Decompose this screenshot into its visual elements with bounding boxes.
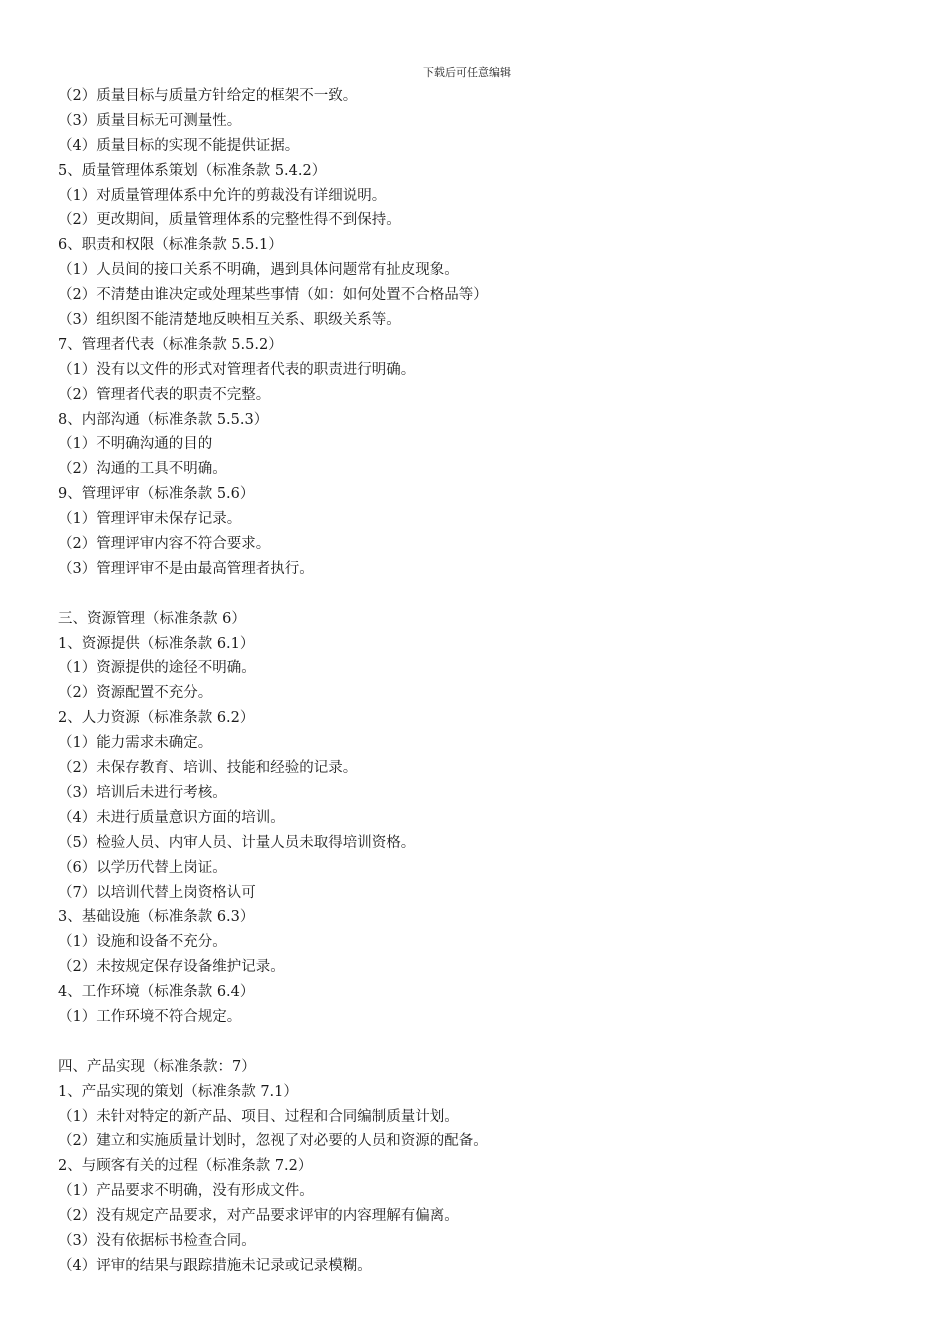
list-item: （2）未按规定保存设备维护记录。	[58, 959, 285, 976]
list-item: （2）建立和实施质量计划时，忽视了对必要的人员和资源的配备。	[58, 1133, 488, 1150]
section-heading: 四、产品实现（标准条款：7）	[58, 1058, 256, 1075]
list-item: （4）质量目标的实现不能提供证据。	[58, 137, 300, 154]
list-item: （2）沟通的工具不明确。	[58, 461, 227, 478]
blank-line	[58, 582, 918, 607]
page-header: 下载后可任意编辑	[423, 66, 511, 79]
section-heading: 9、管理评审（标准条款 5.6）	[58, 486, 255, 503]
list-item: （2）不清楚由谁决定或处理某些事情（如：如何处置不合格品等）	[58, 287, 488, 304]
list-item: （1）不明确沟通的目的	[58, 436, 213, 453]
list-item: （1）工作环境不符合规定。	[58, 1008, 242, 1025]
section-heading: 1、产品实现的策划（标准条款 7.1）	[58, 1083, 298, 1100]
list-item: （6）以学历代替上岗证。	[58, 859, 227, 876]
list-item: （1）未针对特定的新产品、项目、过程和合同编制质量计划。	[58, 1108, 459, 1125]
list-item: （1）设施和设备不充分。	[58, 934, 227, 951]
list-item: （2）管理者代表的职责不完整。	[58, 386, 271, 403]
list-item: （1）产品要求不明确，没有形成文件。	[58, 1183, 314, 1200]
list-item: （2）未保存教育、培训、技能和经验的记录。	[58, 760, 358, 777]
list-item: （3）没有依据标书检查合同。	[58, 1232, 256, 1249]
list-item: （2）管理评审内容不符合要求。	[58, 536, 271, 553]
list-item: （5）检验人员、内审人员、计量人员未取得培训资格。	[58, 834, 416, 851]
list-item: （4）评审的结果与跟踪措施未记录或记录模糊。	[58, 1257, 372, 1274]
list-item: （2）更改期间，质量管理体系的完整性得不到保持。	[58, 212, 401, 229]
section-heading: 4、工作环境（标准条款 6.4）	[58, 984, 255, 1001]
list-item: （3）质量目标无可测量性。	[58, 112, 242, 129]
list-item: （4）未进行质量意识方面的培训。	[58, 809, 285, 826]
blank-line	[58, 1030, 918, 1055]
section-heading: 1、资源提供（标准条款 6.1）	[58, 635, 255, 652]
list-item: （7）以培训代替上岗资格认可	[58, 884, 256, 901]
section-heading: 5、质量管理体系策划（标准条款 5.4.2）	[58, 162, 327, 179]
list-item: （1）没有以文件的形式对管理者代表的职责进行明确。	[58, 361, 416, 378]
section-heading: 7、管理者代表（标准条款 5.5.2）	[58, 336, 283, 353]
list-item: （2）资源配置不充分。	[58, 685, 213, 702]
list-item: （1）对质量管理体系中允许的剪裁没有详细说明。	[58, 187, 387, 204]
section-heading: 3、基础设施（标准条款 6.3）	[58, 909, 255, 926]
list-item: （1）能力需求未确定。	[58, 735, 213, 752]
section-heading: 三、资源管理（标准条款 6）	[58, 610, 246, 627]
section-heading: 2、人力资源（标准条款 6.2）	[58, 710, 255, 727]
list-item: （1）管理评审未保存记录。	[58, 511, 242, 528]
list-item: （2）没有规定产品要求，对产品要求评审的内容理解有偏离。	[58, 1208, 459, 1225]
section-heading: 8、内部沟通（标准条款 5.5.3）	[58, 411, 269, 428]
document-body	[58, 84, 918, 1279]
list-item: （3）管理评审不是由最高管理者执行。	[58, 560, 314, 577]
list-item: （1）人员间的接口关系不明确，遇到具体问题常有扯皮现象。	[58, 262, 459, 279]
list-item: （1）资源提供的途径不明确。	[58, 660, 256, 677]
list-item: （3）培训后未进行考核。	[58, 784, 227, 801]
list-item: （3）组织图不能清楚地反映相互关系、职级关系等。	[58, 312, 401, 329]
section-heading: 6、职责和权限（标准条款 5.5.1）	[58, 237, 283, 254]
section-heading: 2、与顾客有关的过程（标准条款 7.2）	[58, 1158, 313, 1175]
list-item: （2）质量目标与质量方针给定的框架不一致。	[58, 88, 358, 104]
